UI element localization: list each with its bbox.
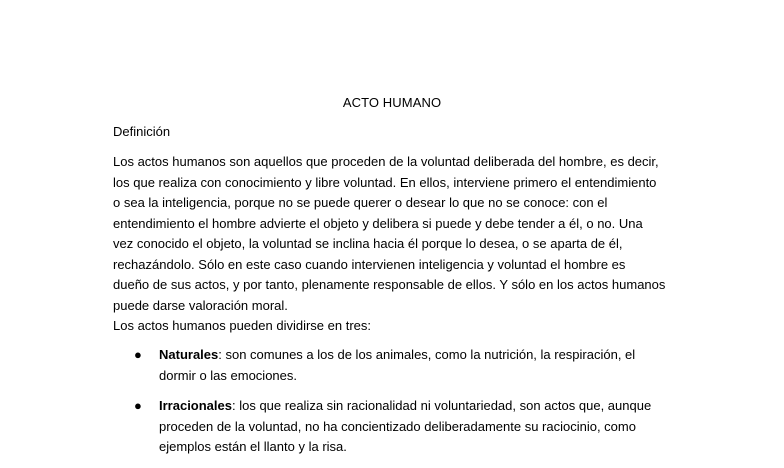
paragraph-line: entendimiento el hombre advierte el objeto y delibera si puede y debe tender a él, o no. Una	[113, 215, 643, 231]
paragraph-line: Los actos humanos son aquellos que proceden de la voluntad deliberada del hombre, es decir,	[113, 154, 659, 169]
list-item-term: Irracionales	[159, 398, 232, 413]
list-item-term: Naturales	[159, 347, 219, 362]
paragraph-line: dueño de sus actos, y por tanto, plenamente responsable de ellos. Y sólo en los actos humanos	[113, 277, 666, 292]
list-item-line: ejemplos están el llanto y la risa.	[159, 439, 347, 454]
paragraph-line: o sea la inteligencia, porque no se puede querer o desear lo que no se conoce: con el	[113, 195, 608, 210]
paragraph-line: rechazándolo. Sólo en este caso cuando intervienen inteligencia y voluntad el hombre es	[113, 256, 626, 272]
paragraph-line: vez conocido el objeto, la voluntad se inclina hacia él porque lo desea, o se aparta de él,	[113, 236, 623, 251]
bullet-dot-icon: ●	[134, 347, 142, 362]
document-title: ACTO HUMANO	[342, 95, 442, 110]
paragraph-line: los que realiza con conocimiento y libre voluntad. En ellos, interviene primero el entendimiento	[113, 174, 657, 190]
list-item-line: dormir o las emociones.	[159, 367, 297, 383]
list-item-naturales	[113, 345, 673, 386]
bullet-dot-icon: ●	[134, 398, 142, 413]
list-item-line	[159, 345, 673, 366]
paragraph-line: puede darse valoración moral.	[113, 297, 288, 313]
definition-paragraph	[113, 152, 673, 316]
list-item-text: : son comunes a los de los animales, como la nutrición, la respiración, el	[218, 347, 636, 362]
section-heading-definicion: Definición	[113, 124, 171, 139]
list-item-irracionales	[113, 396, 673, 458]
list-item-line	[159, 396, 673, 417]
list-item-text: : los que realiza sin racionalidad ni voluntariedad, son actos que, aunque	[232, 398, 652, 413]
list-item-line: proceden de la voluntad, no ha concientizado deliberadamente su raciocinio, como	[159, 418, 636, 434]
act-types-list	[113, 345, 673, 468]
division-intro-paragraph: Los actos humanos pueden dividirse en tres:	[113, 318, 371, 333]
